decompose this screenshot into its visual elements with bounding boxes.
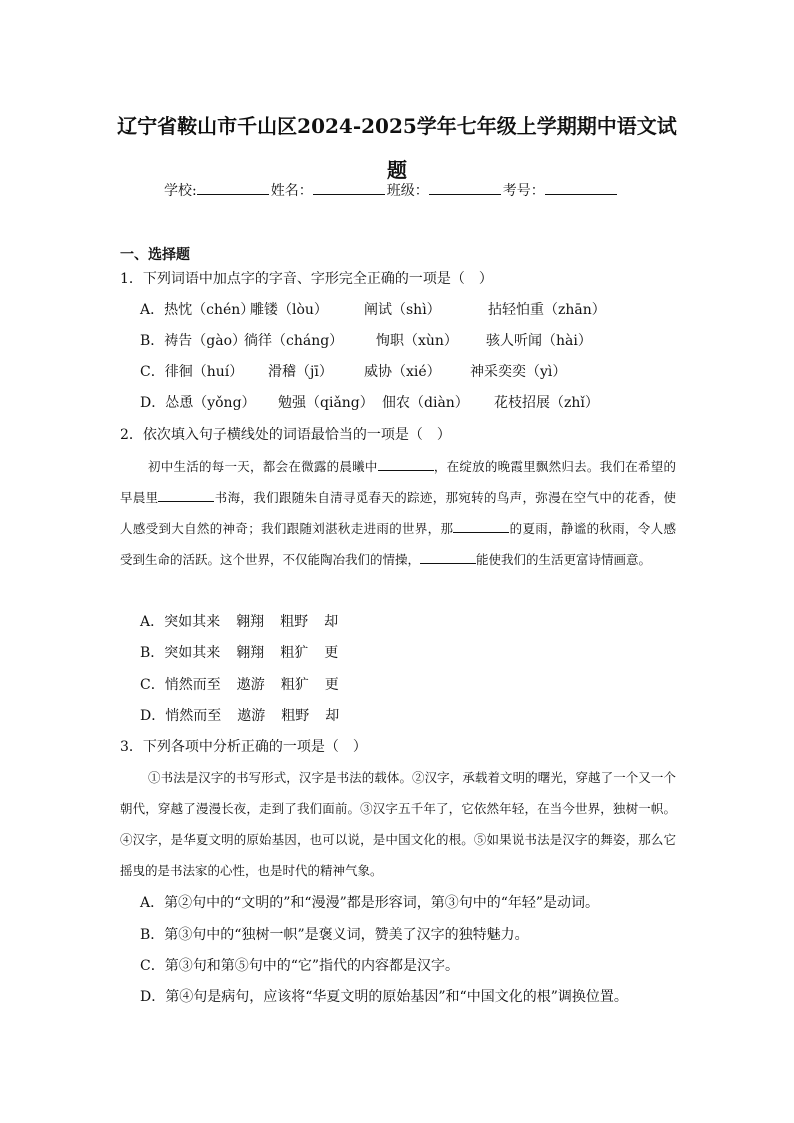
q2-option-c[interactable] (140, 675, 355, 695)
q2-passage-part-4: 的夏雨，静谧的秋雨，令人感受到生命的活跃。这个世界，不仅能陶冶我们的情操， (120, 521, 676, 567)
title-line-1: 辽宁省鞍山市千山区2024-2025学年七年级上学期期中语文试 (117, 114, 677, 138)
q3-option-d[interactable]: D．第④句是病句，应该将“华夏文明的原始基因”和“中国文化的根”调换位置。 (140, 989, 628, 1005)
q1-b-item-3: 恂职（xùn） (376, 333, 458, 349)
q1-a-item-1: A．热忱（chén） (140, 302, 255, 318)
school-blank[interactable] (197, 180, 269, 195)
q2-a-word-1: A．突如其来 (140, 614, 221, 630)
q1-b-item-4: 骇人听闻（hài） (486, 333, 592, 349)
q2-b-word-1: B．突如其来 (140, 645, 221, 661)
exam-number-blank[interactable] (545, 180, 617, 195)
q3-option-b[interactable]: B．第③句中的“独树一帜”是褒义词，赞美了汉字的独特魅力。 (140, 927, 529, 943)
q1-b-item-1: B．祷告（gào） (140, 333, 247, 349)
q1-d-item-3: 佃农（diàn） (382, 395, 469, 411)
name-label: 姓名： (270, 183, 313, 199)
q2-blank-2 (158, 489, 214, 502)
q2-passage-part-3: 书海，我们跟随朱自清寻觅春天的踪迹，那宛转的鸟声，弥漫在空气中的花香，使人感受到大自然的神奇；我们跟随刘湛秋走进雨的世界，那 (120, 490, 676, 536)
q2-b-word-2: 翱翔 (236, 645, 265, 661)
q2-passage (120, 451, 676, 575)
question-3-stem: 3．下列各项中分析正确的一项是（ ） (120, 739, 367, 755)
q3-option-a[interactable]: A．第②句中的“文明的”和“漫漫”都是形容词，第③句中的“年轻”是动词。 (140, 895, 600, 911)
q1-a-item-4: 拈轻怕重（zhān） (488, 302, 606, 318)
q2-c-word-4: 更 (324, 677, 339, 693)
q2-option-b[interactable] (140, 643, 354, 663)
q2-passage-part-1: 初中生活的每一天，都会在微露的晨曦中 (148, 459, 378, 474)
q1-c-item-4: 神采奕奕（yì） (470, 364, 567, 380)
q2-option-d[interactable] (140, 706, 355, 726)
title-line-2: 题 (387, 158, 407, 182)
q1-c-item-1: C．徘徊（huí） (140, 364, 244, 380)
q2-blank-3 (453, 520, 509, 533)
q2-d-word-2: 遨游 (237, 708, 266, 724)
name-blank[interactable] (313, 180, 385, 195)
q1-c-item-3: 威协（xié） (364, 364, 441, 380)
q2-c-word-3: 粗犷 (280, 677, 309, 693)
q2-blank-4 (420, 551, 476, 564)
q2-a-word-2: 翱翔 (236, 614, 265, 630)
class-label: 班级： (386, 183, 429, 199)
q1-d-item-1: D．怂恿（yǒng） (140, 395, 256, 411)
section-title: 一、选择题 (120, 247, 190, 263)
q2-d-word-3: 粗野 (281, 708, 310, 724)
q2-b-word-4: 更 (324, 645, 339, 661)
class-blank[interactable] (429, 180, 501, 195)
page-title (110, 104, 684, 192)
q1-b-item-2: 徜徉（cháng） (244, 333, 344, 349)
q2-passage-part-2: ，在绽放的晚霞里飘然归去。我们在希望的早晨里 (120, 459, 676, 505)
q2-d-word-1: D．悄然而至 (140, 708, 222, 724)
q2-c-word-2: 遨游 (236, 677, 265, 693)
q2-option-a[interactable] (140, 612, 354, 632)
q2-a-word-4: 却 (324, 614, 339, 630)
q2-passage-part-5: 能使我们的生活更富诗情画意。 (476, 552, 652, 567)
q2-a-word-3: 粗野 (280, 614, 309, 630)
q2-c-word-1: C．悄然而至 (140, 677, 221, 693)
q1-a-item-2: 雕镂（lòu） (250, 302, 328, 318)
q3-option-c[interactable]: C．第③句和第⑤句中的“它”指代的内容都是汉字。 (140, 958, 460, 974)
exam-number-label: 考号： (502, 183, 545, 199)
question-1-stem: 1．下列词语中加点字的字音、字形完全正确的一项是（ ） (120, 271, 493, 287)
q3-passage: ①书法是汉字的书写形式，汉字是书法的载体。②汉字，承载着文明的曙光，穿越了一个又一个朝代，穿越了漫漫长夜，走到了我们面前。③汉字五千年了，它依然年轻，在当今世界，独树一帜。④汉字，是华夏文明的原始基因，也可以说，是中国文化的根。⑤如果说书法是汉字的舞姿，那么它摇曳的是书法家的心性，也是时代的精神气象。 (120, 770, 676, 878)
student-info-row (164, 180, 619, 201)
q2-d-word-4: 却 (325, 708, 340, 724)
q1-d-item-2: 勉强（qiǎng） (278, 395, 374, 411)
q1-d-item-4: 花枝招展（zhǐ） (494, 395, 599, 411)
q1-a-item-3: 阐试（shì） (364, 302, 441, 318)
school-label: 学校: (164, 183, 197, 199)
question-2-stem: 2．依次填入句子横线处的词语最恰当的一项是（ ） (120, 427, 451, 443)
q1-c-item-2: 滑稽（jī） (268, 364, 333, 380)
q2-blank-1 (378, 458, 434, 471)
q2-b-word-3: 粗犷 (280, 645, 309, 661)
